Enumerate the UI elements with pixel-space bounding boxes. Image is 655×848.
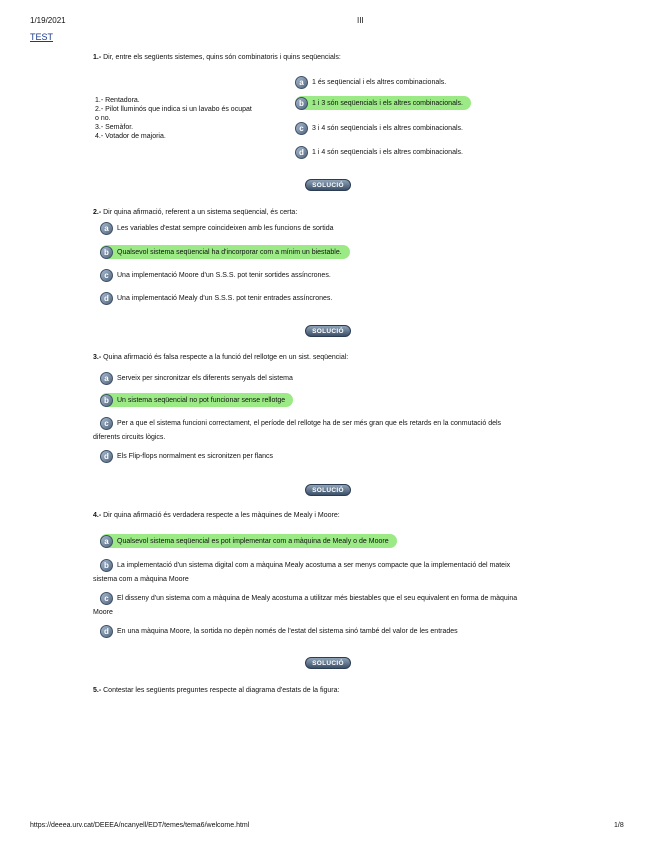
question-2 — [93, 209, 297, 216]
option-text: Una implementació Moore d'un S.S.S. pot tenir sortides assíncrones. — [117, 271, 331, 279]
option-text: La implementació d'un sistema digital com a màquina Mealy acostuma a ser menys compacte que la implementació del mateix — [117, 561, 511, 569]
question-5-text: Contestar les següents preguntes respecte al diagrama d'estats de la figura: — [101, 687, 340, 694]
option-a-icon: a — [100, 222, 113, 235]
q1-system-item: 3.- Semàfor. — [95, 124, 134, 131]
q3-option-d[interactable] — [100, 449, 273, 463]
option-d-icon: d — [100, 625, 113, 638]
q1-system-item: 4.- Votador de majoria. — [95, 133, 166, 140]
option-text: Serveix per sincronitzar els diferents senyals del sistema — [117, 374, 293, 382]
option-d-icon: d — [100, 292, 113, 305]
question-1-number: 1.- — [93, 54, 102, 61]
question-3 — [93, 354, 348, 361]
footer-url: https://deeea.urv.cat/DEEEA/ncanyell/EDT/temes/tema6/welcome.html — [30, 822, 250, 829]
q1-option-c[interactable] — [295, 121, 463, 135]
option-a-icon: a — [100, 535, 113, 548]
solution-button-q2[interactable]: SOLUCIÓ — [305, 325, 351, 337]
option-text: El disseny d'un sistema com a màquina de Mealy acostuma a utilitzar més biestables que el seu equivalent en forma de màquina — [117, 594, 518, 602]
question-3-text: Quina afirmació és falsa respecte a la funció del rellotge en un sist. seqüencial: — [101, 354, 349, 361]
option-text: Qualsevol sistema seqüencial ha d'incorporar com a mínim un biestable. — [117, 248, 342, 256]
q4-option-c[interactable] — [100, 591, 517, 605]
q4-option-c-continuation: Moore — [93, 609, 113, 616]
q4-option-a[interactable] — [100, 534, 397, 548]
q1-system-item: 1.- Rentadora. — [95, 97, 140, 104]
footer-page-number: 1/8 — [614, 822, 624, 829]
option-text: 1 i 3 són seqüencials i els altres combinacionals. — [312, 99, 463, 107]
q1-system-item: o no. — [95, 115, 111, 122]
option-text: Un sistema seqüencial no pot funcionar sense rellotge — [117, 396, 286, 404]
question-2-number: 2.- — [93, 209, 102, 216]
question-3-number: 3.- — [93, 354, 102, 361]
option-text: En una màquina Moore, la sortida no depèn només de l'estat del sistema sinó també del valor de les entrades — [117, 627, 458, 635]
option-a-icon: a — [295, 76, 308, 89]
question-1 — [93, 54, 341, 61]
option-b-icon: b — [295, 97, 308, 110]
question-4-text: Dir quina afirmació és verdadera respecte a les màquines de Mealy i Moore: — [101, 512, 340, 519]
option-c-icon: c — [100, 269, 113, 282]
question-5-number: 5.- — [93, 687, 102, 694]
solution-button-q4[interactable]: SOLUCIÓ — [305, 657, 351, 669]
q2-option-a[interactable] — [100, 221, 334, 235]
option-d-icon: d — [295, 146, 308, 159]
q1-option-b[interactable] — [295, 96, 471, 110]
option-text: Una implementació Mealy d'un S.S.S. pot tenir entrades assíncrones. — [117, 294, 333, 302]
option-a-icon: a — [100, 372, 113, 385]
option-d-icon: d — [100, 450, 113, 463]
question-4-number: 4.- — [93, 512, 102, 519]
q1-systems-list — [95, 96, 252, 141]
q1-system-item: 2.- Pilot lluminós que indica si un lavabo és ocupat — [95, 106, 252, 113]
q3-option-c[interactable] — [100, 416, 501, 430]
option-c-icon: c — [100, 592, 113, 605]
question-5 — [93, 687, 339, 694]
q2-option-d[interactable] — [100, 291, 332, 305]
q2-option-c[interactable] — [100, 268, 331, 282]
option-text: Per a que el sistema funcioni correctament, el període del rellotge ha de ser més gran que els retards en la conmutació dels — [117, 419, 502, 427]
test-link[interactable]: TEST — [30, 32, 54, 42]
solution-button-q1[interactable]: SOLUCIÓ — [305, 179, 351, 191]
q3-option-b[interactable] — [100, 393, 293, 407]
option-text: 1 és seqüencial i els altres combinacionals. — [312, 78, 447, 86]
question-2-text: Dir quina afirmació, referent a un sistema seqüencial, és certa: — [101, 209, 298, 216]
solution-button-q3[interactable]: SOLUCIÓ — [305, 484, 351, 496]
option-text: Qualsevol sistema seqüencial es pot implementar com a màquina de Mealy o de Moore — [117, 537, 389, 545]
q4-option-d[interactable] — [100, 624, 458, 638]
question-4 — [93, 512, 340, 519]
option-b-icon: b — [100, 559, 113, 572]
option-text: 3 i 4 són seqüencials i els altres combinacionals. — [312, 124, 463, 132]
q2-option-b[interactable] — [100, 245, 350, 259]
option-text: Les variables d'estat sempre coincideixen amb les funcions de sortida — [117, 224, 334, 232]
option-c-icon: c — [100, 417, 113, 430]
option-b-icon: b — [100, 394, 113, 407]
option-c-icon: c — [295, 122, 308, 135]
print-date: 1/19/2021 — [30, 16, 66, 25]
option-b-icon: b — [100, 246, 113, 259]
q3-option-a[interactable] — [100, 371, 293, 385]
question-1-text: Dir, entre els següents sistemes, quins són combinatoris i quins seqüencials: — [101, 54, 341, 61]
option-text: Els Flip-flops normalment es sicronitzen per flancs — [117, 452, 274, 460]
option-text: 1 i 4 són seqüencials i els altres combinacionals. — [312, 148, 463, 156]
q4-option-b-continuation: sistema com a màquina Moore — [93, 576, 189, 583]
q1-option-d[interactable] — [295, 145, 463, 159]
print-title: III — [357, 16, 364, 25]
q1-option-a[interactable] — [295, 75, 446, 89]
q3-option-c-continuation: diferents circuits lògics. — [93, 434, 166, 441]
q4-option-b[interactable] — [100, 558, 510, 572]
